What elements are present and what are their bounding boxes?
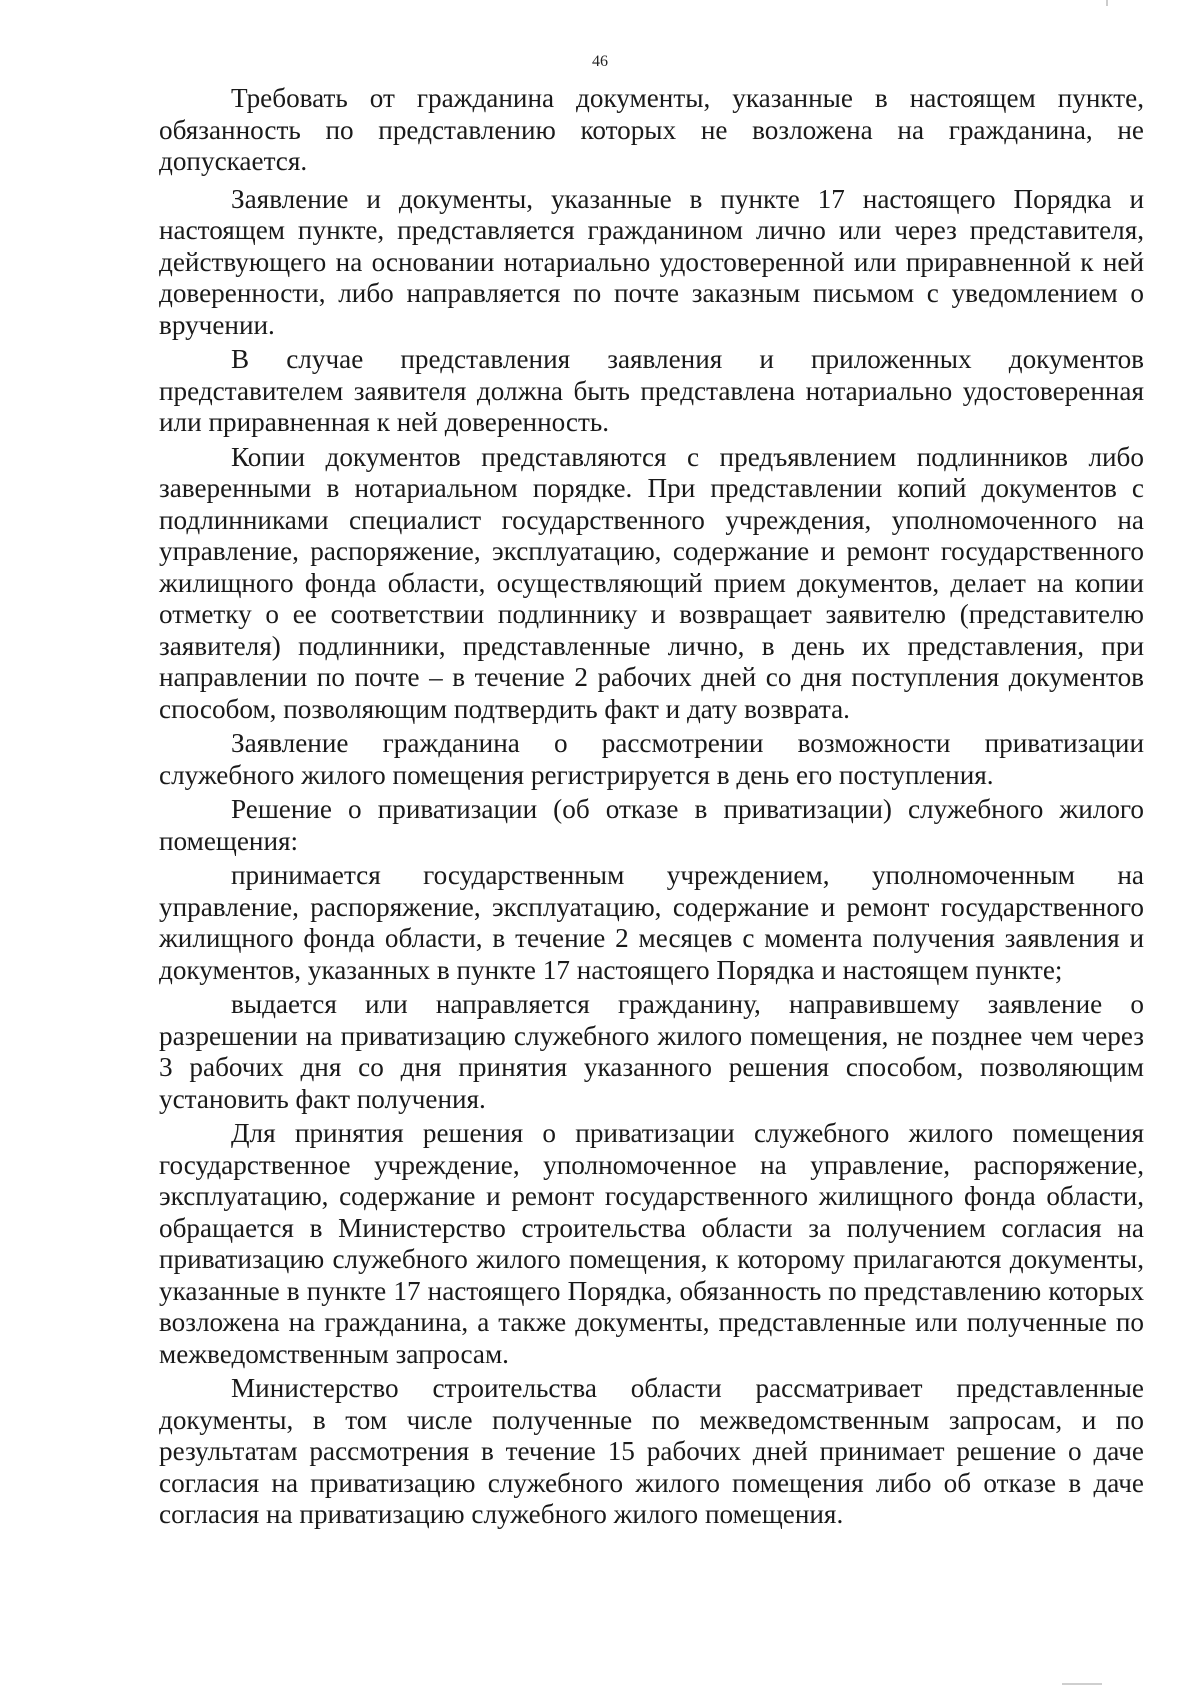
scan-artifact-top: [1106, 0, 1108, 6]
paragraph-representative-power: В случае представления заявления и приложенных документов представителем заявителя должна быть представлена нотариально удостоверенная или приравненная к ней доверенность.: [159, 344, 1144, 437]
paragraph-submission-method: Заявление и документы, указанные в пункте 17 настоящего Порядка и настоящем пункте, представляется гражданином лично или через представителя, действующего на основании нотариально удостоверенной или приравненной к ней доверенности, либо направляется по почте заказным письмом с уведомлением о вручении.: [159, 183, 1144, 340]
paragraph-ministry-consent-request: Для принятия решения о приватизации служебного жилого помещения государственное учреждение, уполномоченное на управление, распоряжение, эксплуатацию, содержание и ремонт государственного жилищного фонда области, обращается в Министерство строительства области за получением согласия на приватизацию служебного жилого помещения, к которому прилагаются документы, указанные в пункте 17 настоящего Порядка, обязанность по представлению которых возложена на гражданина, а также документы, представленные или полученные по межведомственным запросам.: [159, 1118, 1144, 1369]
page-number: 46: [592, 53, 608, 70]
paragraph-decision-intro: Решение о приватизации (об отказе в приватизации) служебного жилого помещения:: [159, 794, 1144, 856]
list-item-decision-issued: выдается или направляется гражданину, направившему заявление о разрешении на приватизацию служебного жилого помещения, не позднее чем через 3 рабочих дня со дня принятия указанного решения способом, позволяющим установить факт получения.: [159, 989, 1144, 1114]
list-item-decision-made: принимается государственным учреждением, уполномоченным на управление, распоряжение, эксплуатацию, содержание и ремонт государственного жилищного фонда области, в течение 2 месяцев с момента получения заявления и документов, указанных в пункте 17 настоящего Порядка и настоящем пункте;: [159, 860, 1144, 985]
paragraph-requirement-prohibition: Требовать от гражданина документы, указанные в настоящем пункте, обязанность по представлению которых не возложена на гражданина, не допускается.: [159, 83, 1144, 176]
paragraph-registration: Заявление гражданина о рассмотрении возможности приватизации служебного жилого помещения регистрируется в день его поступления.: [159, 728, 1144, 790]
document-body: [159, 83, 1144, 1531]
paragraph-ministry-review: Министерство строительства области рассматривает представленные документы, в том числе полученные по межведомственным запросам, и по результатам рассмотрения в течение 15 рабочих дней принимает решение о даче согласия на приватизацию служебного жилого помещения либо об отказе в даче согласия на приватизацию служебного жилого помещения.: [159, 1373, 1144, 1529]
scan-artifact-bottom: [1062, 1683, 1102, 1685]
paragraph-document-copies: Копии документов представляются с предъявлением подлинников либо заверенными в нотариальном порядке. При представлении копий документов с подлинниками специалист государственного учреждения, уполномоченного на управление, распоряжение, эксплуатацию, содержание и ремонт государственного жилищного фонда области, осуществляющий прием документов, делает на копии отметку о ее соответствии подлиннику и возвращает заявителю (представителю заявителя) подлинники, представленные лично, в день их представления, при направлении по почте – в течение 2 рабочих дней со дня поступления документов способом, позволяющим подтвердить факт и дату возврата.: [159, 441, 1144, 724]
